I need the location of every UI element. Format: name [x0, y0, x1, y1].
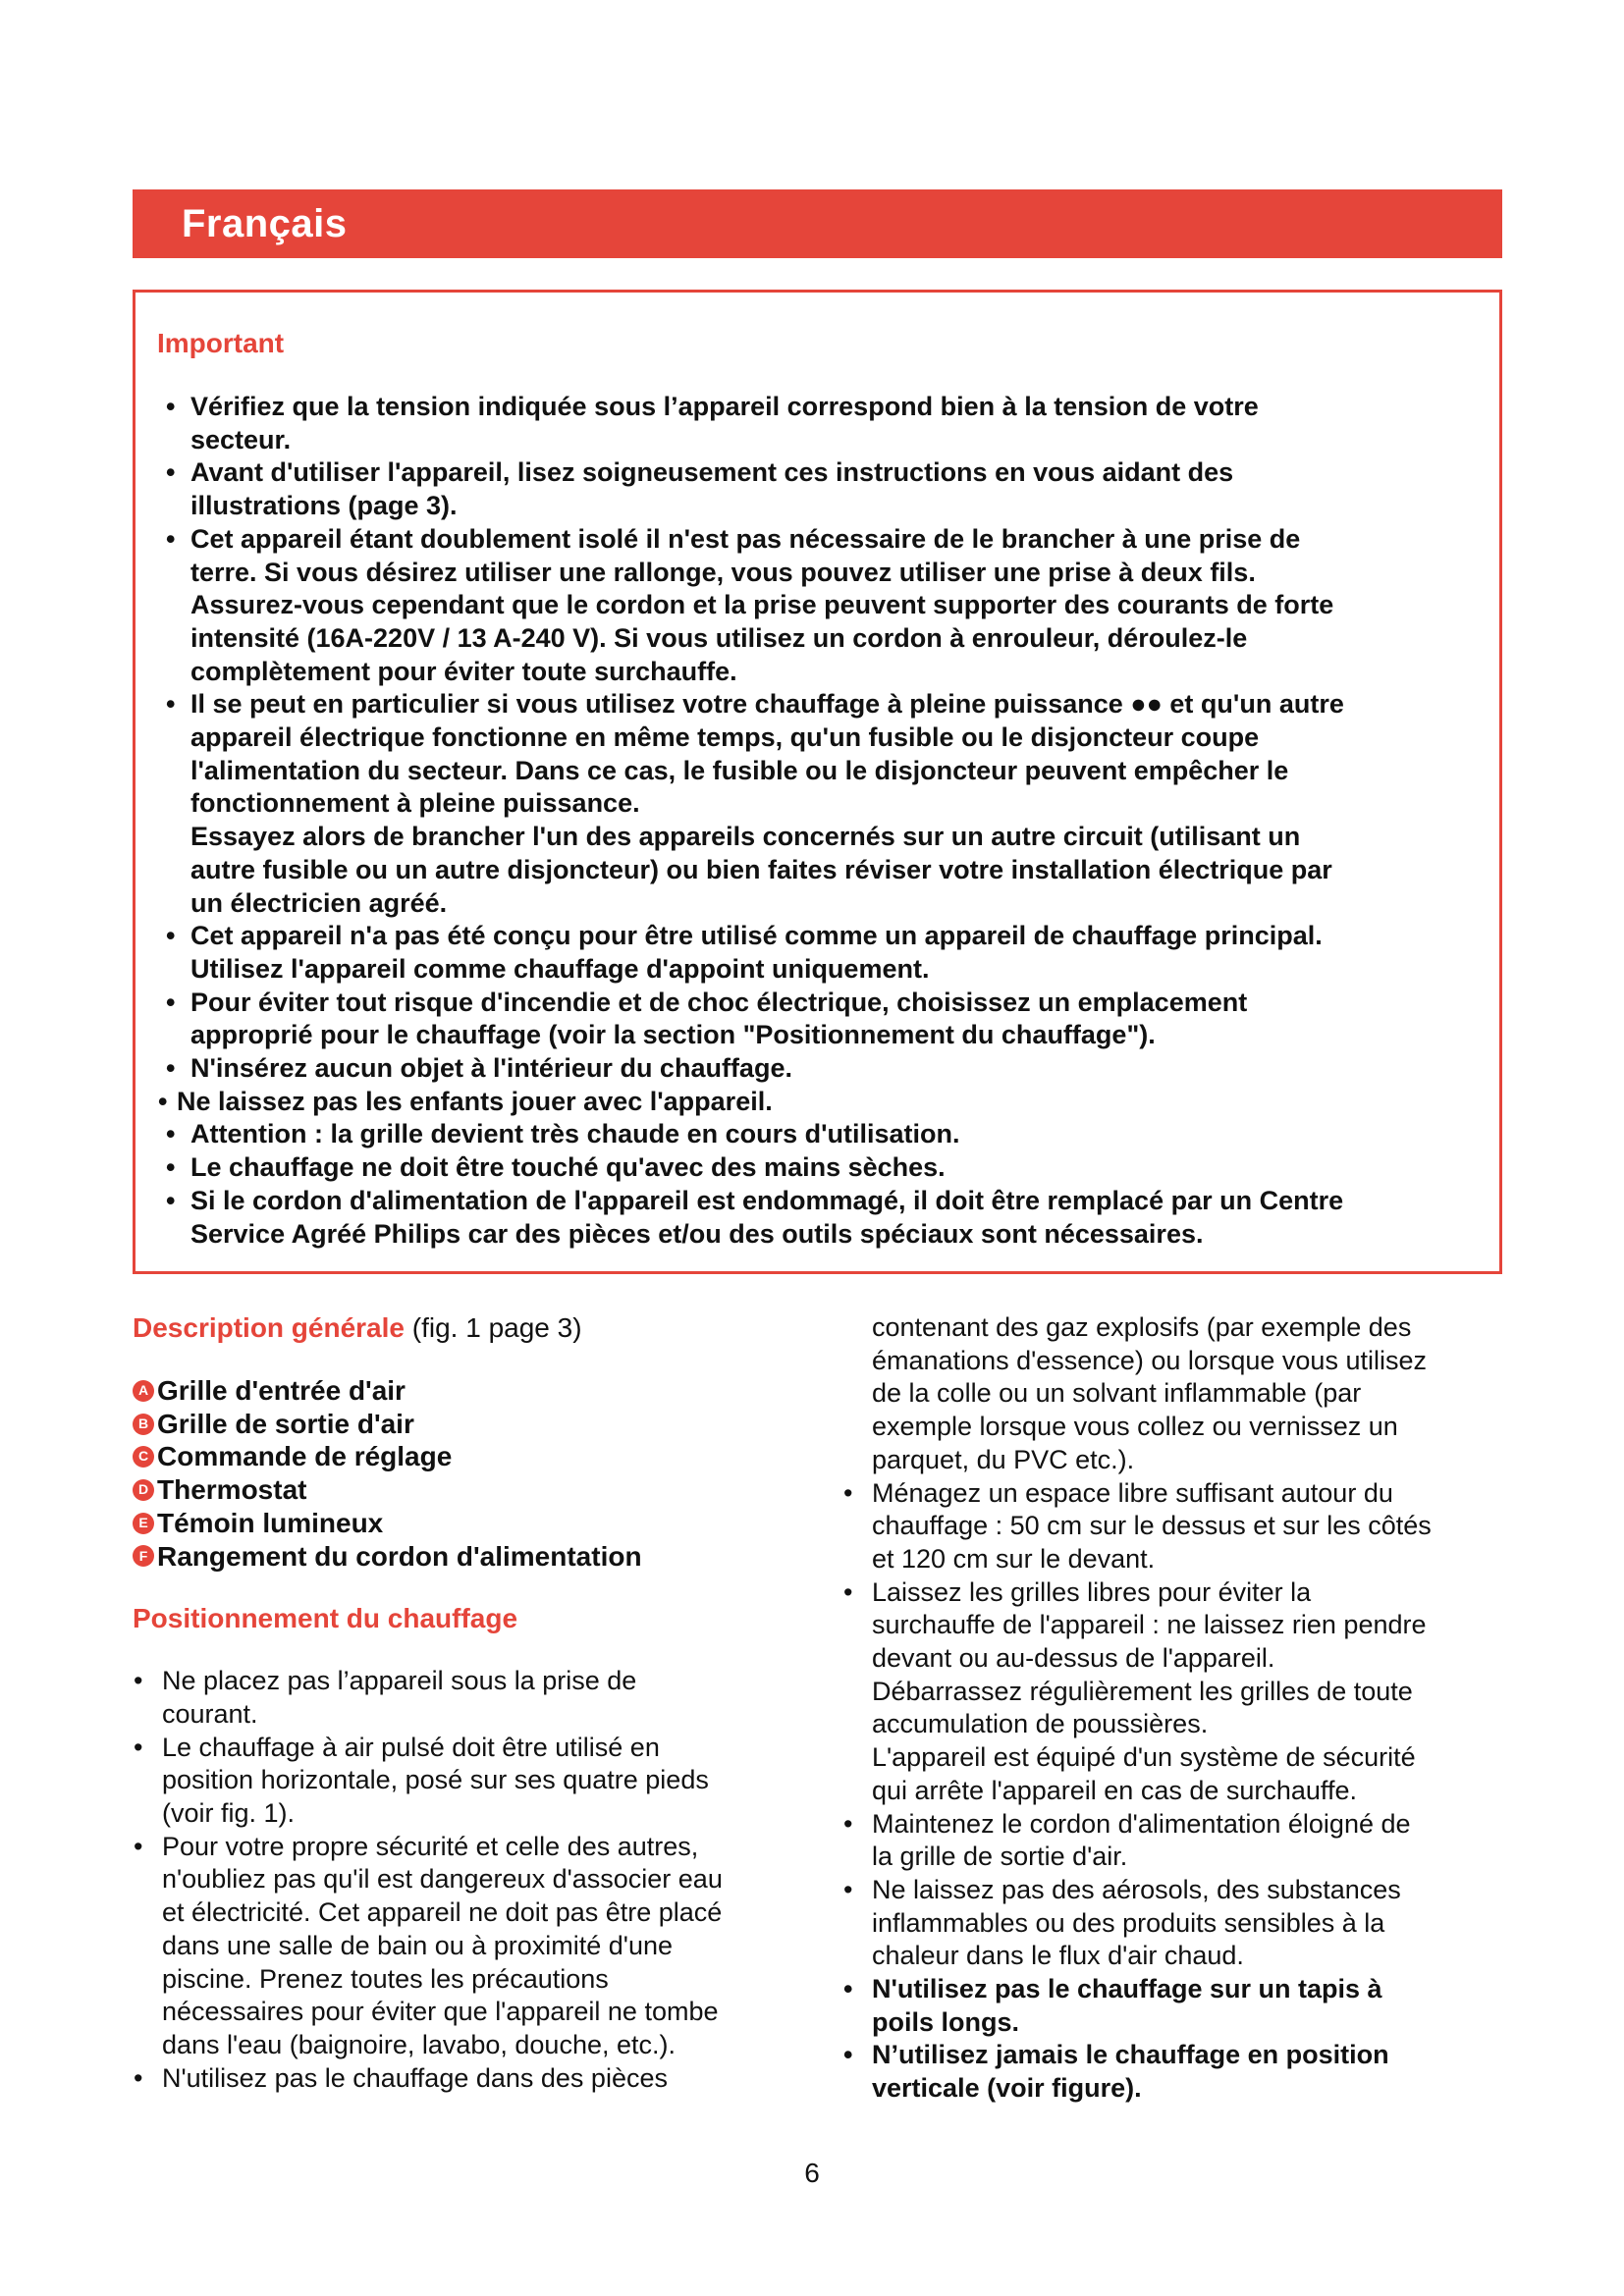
- text-line: surchauffe de l'appareil : ne laissez rien pendre: [872, 1610, 1427, 1640]
- page-number: 6: [804, 2158, 820, 2188]
- text-line: • Vérifiez que la tension indiquée sous l’appareil correspond bien à la tension de votre: [190, 392, 1259, 421]
- part-letter-badge: E: [133, 1513, 154, 1534]
- important-item: [157, 1151, 1470, 1185]
- parts-list: [133, 1374, 820, 1573]
- text-line: devant ou au-dessus de l'appareil.: [872, 1643, 1275, 1674]
- text-line: piscine. Prenez toutes les précautions: [162, 1963, 609, 1994]
- text-line: (voir fig. 1).: [162, 1798, 296, 1829]
- text-line: L'appareil est équipé d'un système de sécurité: [872, 1742, 1416, 1773]
- text-line: complètement pour éviter toute surchauffe.: [190, 656, 737, 686]
- text-line: • Avant d'utiliser l'appareil, lisez soigneusement ces instructions en vous aidant des: [190, 457, 1234, 488]
- text-line: fonctionnement à pleine puissance.: [190, 788, 640, 819]
- text-line: Débarrassez régulièrement les grilles de toute: [872, 1676, 1413, 1706]
- text-line: n'oubliez pas qu'il est dangereux d'associer eau: [162, 1864, 723, 1895]
- part-letter-badge: F: [133, 1545, 154, 1567]
- part-letter-badge: D: [133, 1479, 154, 1501]
- text-line: • Laissez les grilles libres pour éviter la: [872, 1576, 1312, 1607]
- text-line: contenant des gaz explosifs (par exemple des: [872, 1312, 1412, 1342]
- part-label: Témoin lumineux: [157, 1507, 384, 1538]
- left-column: [133, 1311, 820, 2095]
- text-line: exemple lorsque vous collez ou vernissez un: [872, 1412, 1398, 1442]
- part-label: Grille de sortie d'air: [157, 1408, 414, 1439]
- text-line: l'alimentation du secteur. Dans ce cas, le fusible ou le disjoncteur peuvent empêcher le: [190, 755, 1289, 785]
- positioning-warning-item: [842, 1973, 1510, 2039]
- right-column: [842, 1311, 1510, 2106]
- text-line: intensité (16A-220V / 13 A-240 V). Si vous utilisez un cordon à enrouleur, déroulez-le: [190, 622, 1248, 653]
- part-letter-badge: B: [133, 1414, 154, 1435]
- text-line: nécessaires pour éviter que l'appareil ne tombe: [162, 1997, 719, 2027]
- part-item: [133, 1507, 820, 1540]
- text-line: et électricité. Cet appareil ne doit pas être placé: [162, 1897, 723, 1928]
- part-letter-badge: C: [133, 1446, 154, 1468]
- text-line: Essayez alors de brancher l'un des appareils concernés sur un autre circuit (utilisant un: [190, 822, 1301, 852]
- text-line: • Cet appareil n'a pas été conçu pour être utilisé comme un appareil de chauffage principal.: [190, 921, 1323, 951]
- language-banner: [133, 189, 1502, 258]
- text-line: • Ne laissez pas des aérosols, des substances: [872, 1874, 1401, 1904]
- text-line: de la colle ou un solvant inflammable (par: [872, 1378, 1362, 1409]
- positioning-item-continuation: [842, 1311, 1510, 1477]
- positioning-item: [842, 1874, 1510, 1973]
- positioning-item: [842, 1808, 1510, 1874]
- text-line: • Si le cordon d'alimentation de l'appareil est endommagé, il doit être remplacé par un Centre: [190, 1185, 1344, 1215]
- important-item: [157, 1118, 1470, 1151]
- text-line: poils longs.: [872, 2006, 1020, 2037]
- text-line: • Attention : la grille devient très chaude en cours d'utilisation.: [190, 1119, 960, 1149]
- positioning-warning-item: [842, 2039, 1510, 2105]
- text-line: • Il se peut en particulier si vous utilisez votre chauffage à pleine puissance ●● et qu'un autre: [190, 689, 1344, 720]
- positioning-item: [133, 1732, 820, 1831]
- part-letter-badge: A: [133, 1380, 154, 1402]
- text-line: appareil électrique fonctionne en même temps, qu'un fusible ou le disjoncteur coupe: [190, 722, 1260, 753]
- text-line: chauffage : 50 cm sur le dessus et sur les côtés: [872, 1511, 1432, 1541]
- part-item: [133, 1440, 820, 1473]
- important-item: [157, 1086, 1470, 1119]
- positioning-list-left: [133, 1665, 820, 2095]
- two-column-body: [133, 1311, 1502, 2156]
- positioning-item: [133, 1665, 820, 1731]
- important-list: [157, 391, 1470, 1251]
- part-label: Grille d'entrée d'air: [157, 1375, 406, 1406]
- positioning-list-right: [842, 1311, 1510, 2106]
- text-line: • Ne laissez pas les enfants jouer avec l'appareil.: [177, 1086, 773, 1116]
- text-line: Utilisez l'appareil comme chauffage d'appoint uniquement.: [190, 953, 930, 984]
- description-heading-text: Description générale: [133, 1312, 405, 1343]
- positioning-item: [842, 1477, 1510, 1576]
- text-line: accumulation de poussières.: [872, 1709, 1209, 1739]
- text-line: un électricien agréé.: [190, 887, 448, 918]
- text-line: • N'utilisez pas le chauffage sur un tapis à: [872, 1974, 1382, 2004]
- positioning-item: [842, 1576, 1510, 1808]
- important-item: [157, 688, 1470, 920]
- text-line: émanations d'essence) ou lorsque vous utilisez: [872, 1345, 1427, 1375]
- positioning-item: [133, 2062, 820, 2096]
- text-line: chaleur dans le flux d'air chaud.: [872, 1941, 1244, 1971]
- part-label: Rangement du cordon d'alimentation: [157, 1540, 642, 1572]
- text-line: • Cet appareil étant doublement isolé il n'est pas nécessaire de le brancher à une prise de: [190, 523, 1301, 554]
- text-line: • Ne placez pas l’appareil sous la prise de: [162, 1666, 637, 1696]
- part-label: Commande de réglage: [157, 1441, 453, 1472]
- text-line: courant.: [162, 1698, 258, 1729]
- part-item: [133, 1540, 820, 1574]
- text-line: • Le chauffage ne doit être touché qu'avec des mains sèches.: [190, 1152, 946, 1183]
- text-line: • Pour votre propre sécurité et celle des autres,: [162, 1831, 699, 1861]
- text-line: la grille de sortie d'air.: [872, 1842, 1128, 1872]
- text-line: • Le chauffage à air pulsé doit être utilisé en: [162, 1732, 660, 1762]
- text-line: qui arrête l'appareil en cas de surchauffe.: [872, 1775, 1357, 1805]
- important-notice-box: [133, 290, 1502, 1274]
- description-heading: [133, 1311, 820, 1345]
- text-line: verticale (voir figure).: [872, 2073, 1142, 2104]
- text-line: secteur.: [190, 424, 292, 454]
- text-line: dans l'eau (baignoire, lavabo, douche, etc.).: [162, 2029, 676, 2059]
- text-line: • Ménagez un espace libre suffisant autour du: [872, 1477, 1393, 1508]
- text-line: • N’utilisez jamais le chauffage en position: [872, 2040, 1389, 2070]
- text-line: illustrations (page 3).: [190, 491, 458, 521]
- important-item: [157, 523, 1470, 689]
- important-item: [157, 1185, 1470, 1251]
- text-line: • N'insérez aucun objet à l'intérieur du chauffage.: [190, 1053, 792, 1084]
- positioning-heading: [133, 1602, 820, 1635]
- text-line: • Maintenez le cordon d'alimentation éloigné de: [872, 1808, 1411, 1839]
- part-item: [133, 1374, 820, 1408]
- text-line: dans une salle de bain ou à proximité d'une: [162, 1930, 674, 1960]
- important-item: [157, 456, 1470, 522]
- text-line: parquet, du PVC etc.).: [872, 1444, 1135, 1474]
- text-line: Service Agréé Philips car des pièces et/ou des outils spéciaux sont nécessaires.: [190, 1218, 1204, 1249]
- text-line: • Pour éviter tout risque d'incendie et de choc électrique, choisissez un emplacement: [190, 987, 1248, 1017]
- important-item: [157, 920, 1470, 986]
- text-line: autre fusible ou un autre disjoncteur) ou bien faites réviser votre installation électrique par: [190, 854, 1332, 884]
- text-line: approprié pour le chauffage (voir la section "Positionnement du chauffage").: [190, 1020, 1156, 1050]
- text-line: position horizontale, posé sur ses quatre pieds: [162, 1765, 709, 1795]
- language-title: Français: [182, 201, 348, 245]
- important-heading: Important: [157, 328, 285, 358]
- text-line: • N'utilisez pas le chauffage dans des pièces: [162, 2062, 668, 2093]
- part-label: Thermostat: [157, 1474, 307, 1506]
- text-line: terre. Si vous désirez utiliser une rallonge, vous pouvez utiliser une prise à deux fils.: [190, 557, 1256, 587]
- part-item: [133, 1473, 820, 1507]
- important-item: [157, 1052, 1470, 1086]
- part-item: [133, 1408, 820, 1441]
- description-figure-ref: (fig. 1 page 3): [404, 1312, 582, 1343]
- text-line: Assurez-vous cependant que le cordon et la prise peuvent supporter des courants de forte: [190, 590, 1334, 620]
- text-line: inflammables ou des produits sensibles à la: [872, 1907, 1385, 1938]
- positioning-heading-text: Positionnement du chauffage: [133, 1603, 518, 1634]
- important-item: [157, 987, 1470, 1052]
- text-line: et 120 cm sur le devant.: [872, 1543, 1156, 1574]
- important-item: [157, 391, 1470, 456]
- positioning-item: [133, 1831, 820, 2062]
